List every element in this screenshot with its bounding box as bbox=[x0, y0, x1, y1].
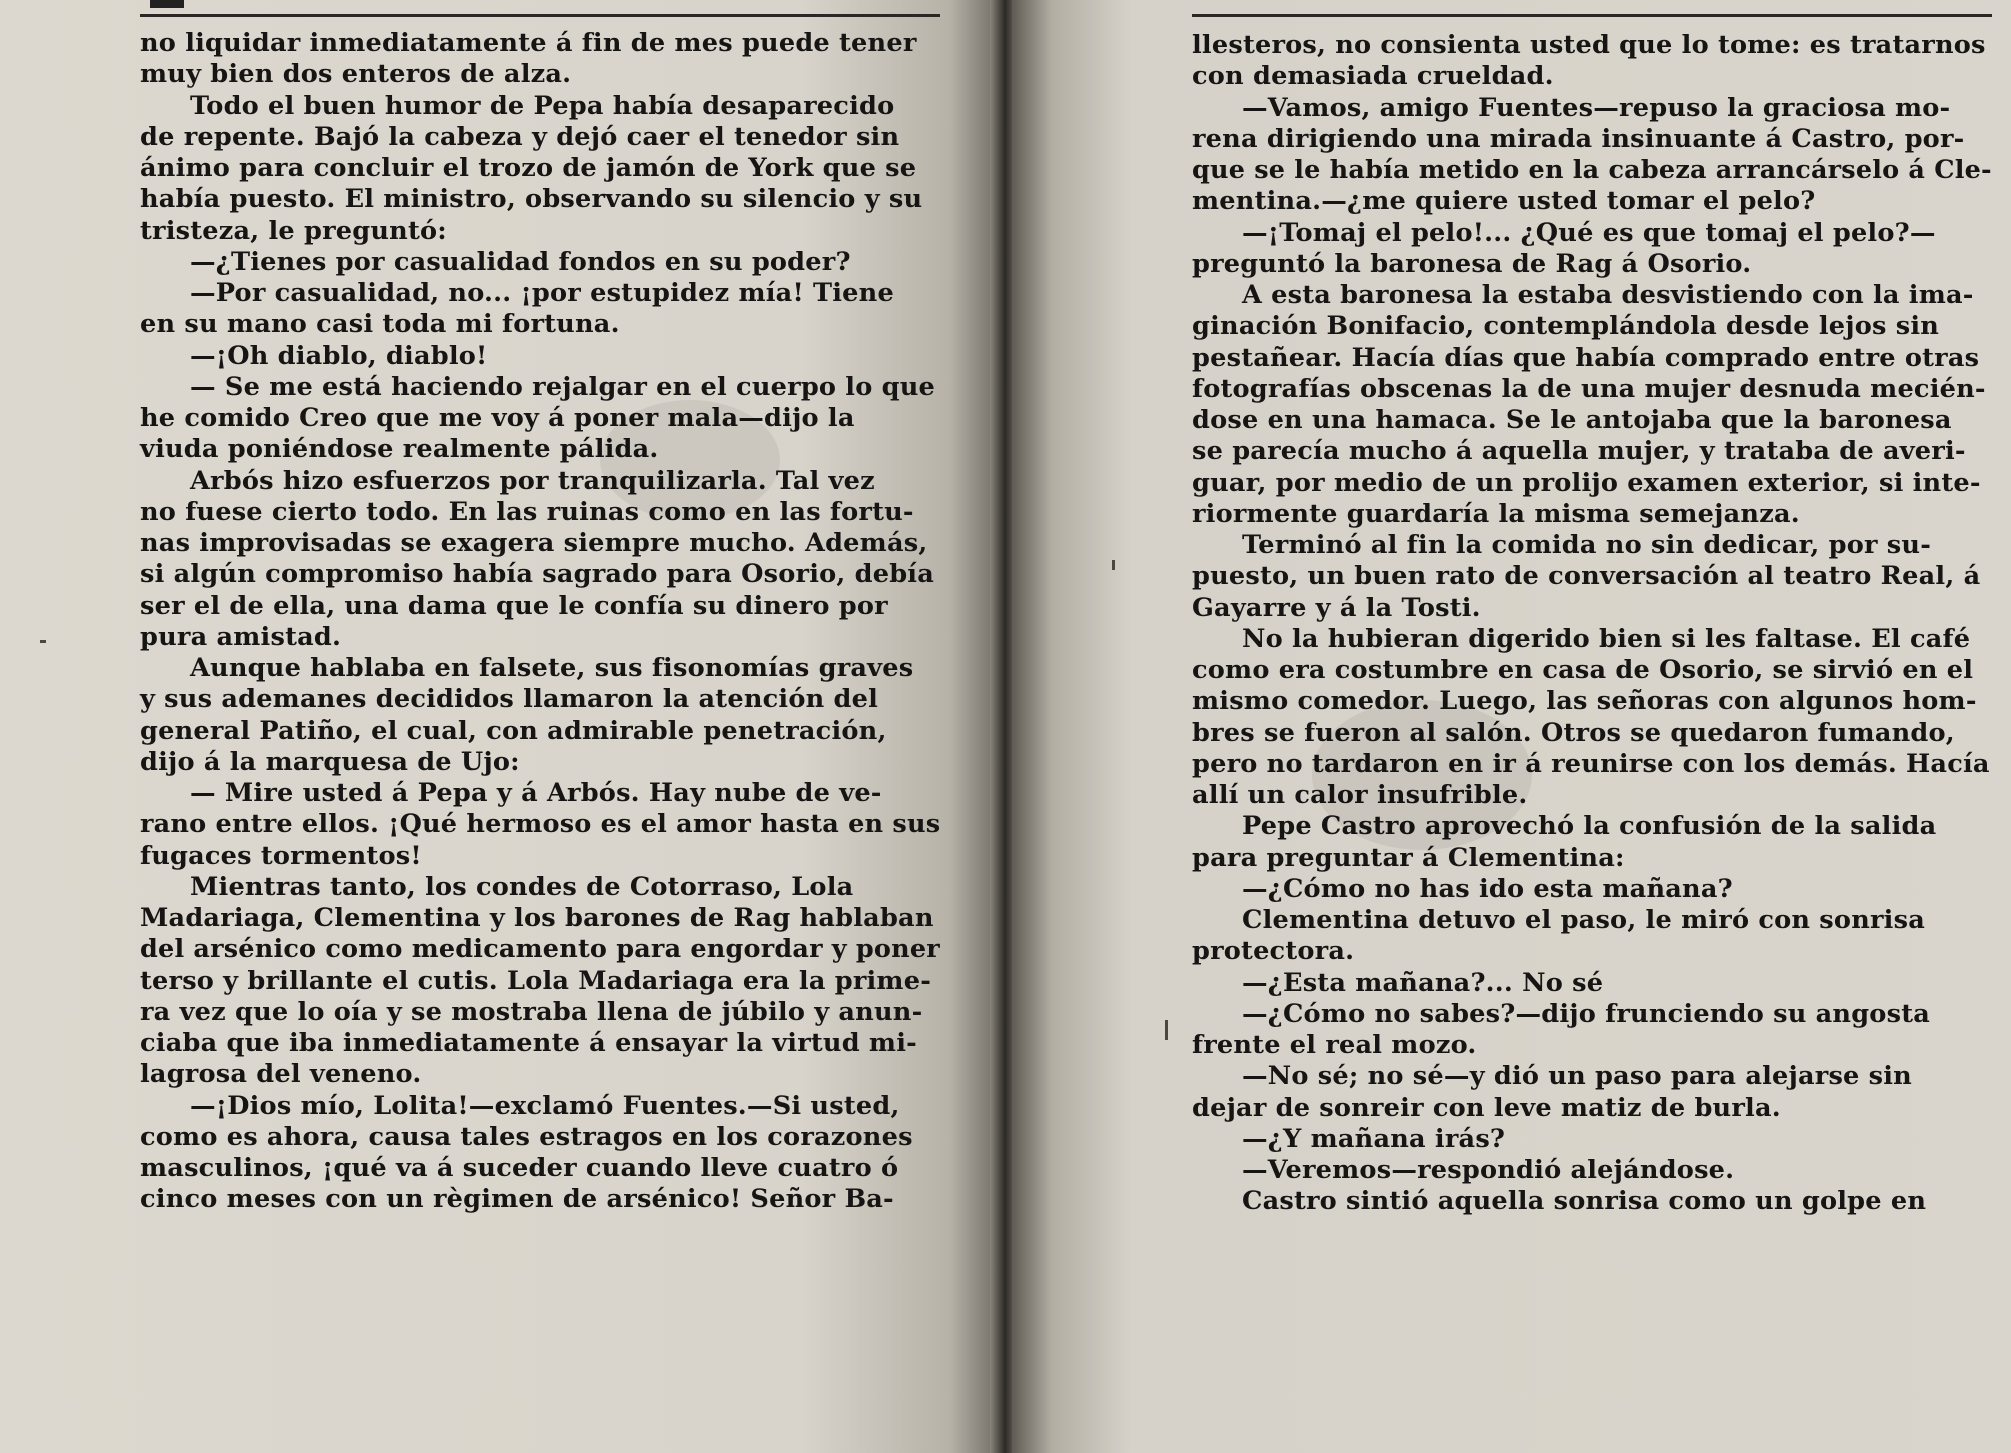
text-line: pura amistad. bbox=[140, 621, 342, 652]
text-line: dose en una hamaca. Se le antojaba que la baronesa bbox=[1192, 405, 1952, 435]
text-line: en su mano casi toda mi fortuna. bbox=[140, 309, 620, 340]
text-line: pestañear. Hacía días que había comprado entre otras bbox=[1192, 342, 1980, 373]
text-line: lagrosa del veneno. bbox=[140, 1059, 422, 1090]
text-line: dijo á la marquesa de Ujo: bbox=[140, 746, 520, 777]
text-line: Mientras tanto, los condes de Cotorraso, Lola bbox=[190, 871, 854, 902]
text-line: ciaba que iba inmediatamente á ensayar la virtud mi- bbox=[140, 1028, 917, 1058]
text-line: rano entre ellos. ¡Qué hermoso es el amor hasta en sus bbox=[140, 809, 941, 840]
text-line: ser el de ella, una dama que le confía su dinero por bbox=[140, 590, 888, 621]
text-line: bres se fueron al salón. Otros se quedaron fumando, bbox=[1192, 717, 1955, 748]
text-line: tristeza, le preguntó: bbox=[140, 215, 447, 246]
text-line: —¡Oh diablo, diablo! bbox=[190, 340, 488, 371]
text-line: rena dirigiendo una mirada insinuante á Castro, por- bbox=[1192, 123, 1965, 154]
text-line: fugaces tormentos! bbox=[140, 840, 422, 871]
text-line: como era costumbre en casa de Osorio, se sirvió en el bbox=[1192, 655, 1974, 685]
text-line: para preguntar á Clementina: bbox=[1192, 842, 1625, 873]
text-line: muy bien dos enteros de alza. bbox=[140, 59, 572, 90]
text-line: riormente guardaría la misma semejanza. bbox=[1192, 498, 1800, 529]
text-line: —Por casualidad, no... ¡por estupidez mía! Tiene bbox=[190, 278, 894, 308]
text-line: ánimo para concluir el trozo de jamón de York que se bbox=[140, 153, 917, 183]
left-header-rule bbox=[140, 14, 940, 17]
text-line: —¿Cómo no has ido esta mañana? bbox=[1242, 873, 1733, 904]
text-line: y sus ademanes decididos llamaron la atención del bbox=[140, 684, 879, 715]
text-line: nas improvisadas se exagera siempre mucho. Además, bbox=[140, 528, 928, 558]
text-line: ginación Bonifacio, contemplándola desde lejos sin bbox=[1192, 311, 1940, 342]
paper-stain bbox=[600, 400, 780, 520]
text-line: frente el real mozo. bbox=[1192, 1030, 1477, 1060]
text-line: general Patiño, el cual, con admirable penetración, bbox=[140, 715, 887, 746]
text-line: había puesto. El ministro, observando su silencio y su bbox=[140, 184, 923, 215]
text-line: A esta baronesa la estaba desvistiendo con la ima- bbox=[1242, 280, 1974, 310]
right-page bbox=[1012, 0, 2011, 1453]
paper-speck bbox=[40, 640, 46, 643]
text-line: puesto, un buen rato de conversación al teatro Real, á bbox=[1192, 561, 1981, 592]
paper-speck bbox=[1112, 560, 1115, 570]
text-line: Pepe Castro aprovechó la confusión de la salida bbox=[1242, 811, 1937, 842]
text-line: protectora. bbox=[1192, 936, 1355, 967]
left-page bbox=[0, 0, 1000, 1453]
text-line: viuda poniéndose realmente pálida. bbox=[140, 434, 659, 465]
right-page-text bbox=[1192, 30, 1992, 1218]
text-line: — Mire usted á Pepa y á Arbós. Hay nube de ve- bbox=[190, 778, 882, 808]
text-line: — Se me está haciendo rejalgar en el cuerpo lo que bbox=[190, 371, 935, 402]
text-line: terso y brillante el cutis. Lola Madariaga era la prime- bbox=[140, 965, 932, 996]
left-page-text bbox=[140, 28, 940, 1216]
text-line: Terminó al fin la comida no sin dedicar, por su- bbox=[1242, 530, 1932, 560]
text-line: ra vez que lo oía y se mostraba llena de júbilo y anun- bbox=[140, 996, 923, 1027]
text-line: fotografías obscenas la de una mujer desnuda mecién- bbox=[1192, 373, 1986, 404]
text-line: preguntó la baronesa de Rag á Osorio. bbox=[1192, 248, 1752, 279]
page-number-mark bbox=[150, 0, 184, 8]
text-line: Clementina detuvo el paso, le miró con sonrisa bbox=[1242, 905, 1925, 935]
text-line: no liquidar inmediatamente á fin de mes puede tener bbox=[140, 28, 917, 58]
text-line: cinco meses con un règimen de arsénico! Señor Ba- bbox=[140, 1184, 894, 1215]
text-line: se parecía mucho á aquella mujer, y trataba de averi- bbox=[1192, 436, 1966, 467]
text-line: de repente. Bajó la cabeza y dejó caer el tenedor sin bbox=[140, 121, 900, 152]
paper-stain bbox=[1312, 700, 1532, 850]
text-line: guar, por medio de un prolijo examen exterior, si inte- bbox=[1192, 467, 1981, 498]
text-line: mentina.—¿me quiere usted tomar el pelo? bbox=[1192, 186, 1816, 217]
text-line: Aunque hablaba en falsete, sus fisonomías graves bbox=[190, 653, 914, 683]
text-line: —¿Cómo no sabes?—dijo frunciendo su angosta bbox=[1242, 998, 1930, 1029]
text-line: pero no tardaron en ir á reunirse con los demás. Hacía bbox=[1192, 748, 1990, 779]
text-line: con demasiada crueldad. bbox=[1192, 61, 1554, 92]
text-line: Madariaga, Clementina y los barones de Rag hablaban bbox=[140, 903, 934, 933]
paper-speck bbox=[1165, 1020, 1168, 1040]
text-line: he comido Creo que me voy á poner mala—dijo la bbox=[140, 403, 855, 433]
text-line: —¿Tienes por casualidad fondos en su poder? bbox=[190, 246, 851, 277]
right-header-rule bbox=[1192, 14, 1992, 17]
text-line: llesteros, no consienta usted que lo tome: es tratarnos bbox=[1192, 30, 1986, 60]
text-line: —No sé; no sé—y dió un paso para alejarse sin bbox=[1242, 1061, 1912, 1092]
text-line: si algún compromiso había sagrado para Osorio, debía bbox=[140, 559, 934, 590]
text-line: dejar de sonreir con leve matiz de burla. bbox=[1192, 1092, 1781, 1123]
text-line: masculinos, ¡qué va á suceder cuando lleve cuatro ó bbox=[140, 1153, 899, 1183]
text-line: como es ahora, causa tales estragos en los corazones bbox=[140, 1121, 913, 1152]
text-line: mismo comedor. Luego, las señoras con algunos hom- bbox=[1192, 686, 1977, 717]
text-line: que se le había metido en la cabeza arrancárselo á Cle- bbox=[1192, 155, 1992, 185]
text-line: —Veremos—respondió alejándose. bbox=[1242, 1155, 1735, 1185]
text-line: —¿Y mañana irás? bbox=[1242, 1123, 1506, 1154]
text-line: No la hubieran digerido bien si les faltase. El café bbox=[1242, 623, 1971, 654]
text-line: del arsénico como medicamento para engordar y poner bbox=[140, 934, 940, 965]
text-line: —¡Tomaj el pelo!... ¿Qué es que tomaj el pelo?— bbox=[1242, 217, 1936, 248]
text-line: Arbós hizo esfuerzos por tranquilizarla. Tal vez bbox=[190, 465, 875, 496]
text-line: Todo el buen humor de Pepa había desaparecido bbox=[190, 90, 895, 121]
text-line: —Vamos, amigo Fuentes—repuso la graciosa mo- bbox=[1242, 92, 1951, 123]
text-line: —¡Dios mío, Lolita!—exclamó Fuentes.—Si usted, bbox=[190, 1090, 900, 1121]
text-line: no fuese cierto todo. En las ruinas como en las fortu- bbox=[140, 496, 914, 527]
text-line: Castro sintió aquella sonrisa como un golpe en bbox=[1242, 1186, 1927, 1217]
text-line: allí un calor insufrible. bbox=[1192, 780, 1528, 810]
text-line: Gayarre y á la Tosti. bbox=[1192, 592, 1481, 623]
text-line: —¿Esta mañana?... No sé bbox=[1242, 967, 1604, 998]
